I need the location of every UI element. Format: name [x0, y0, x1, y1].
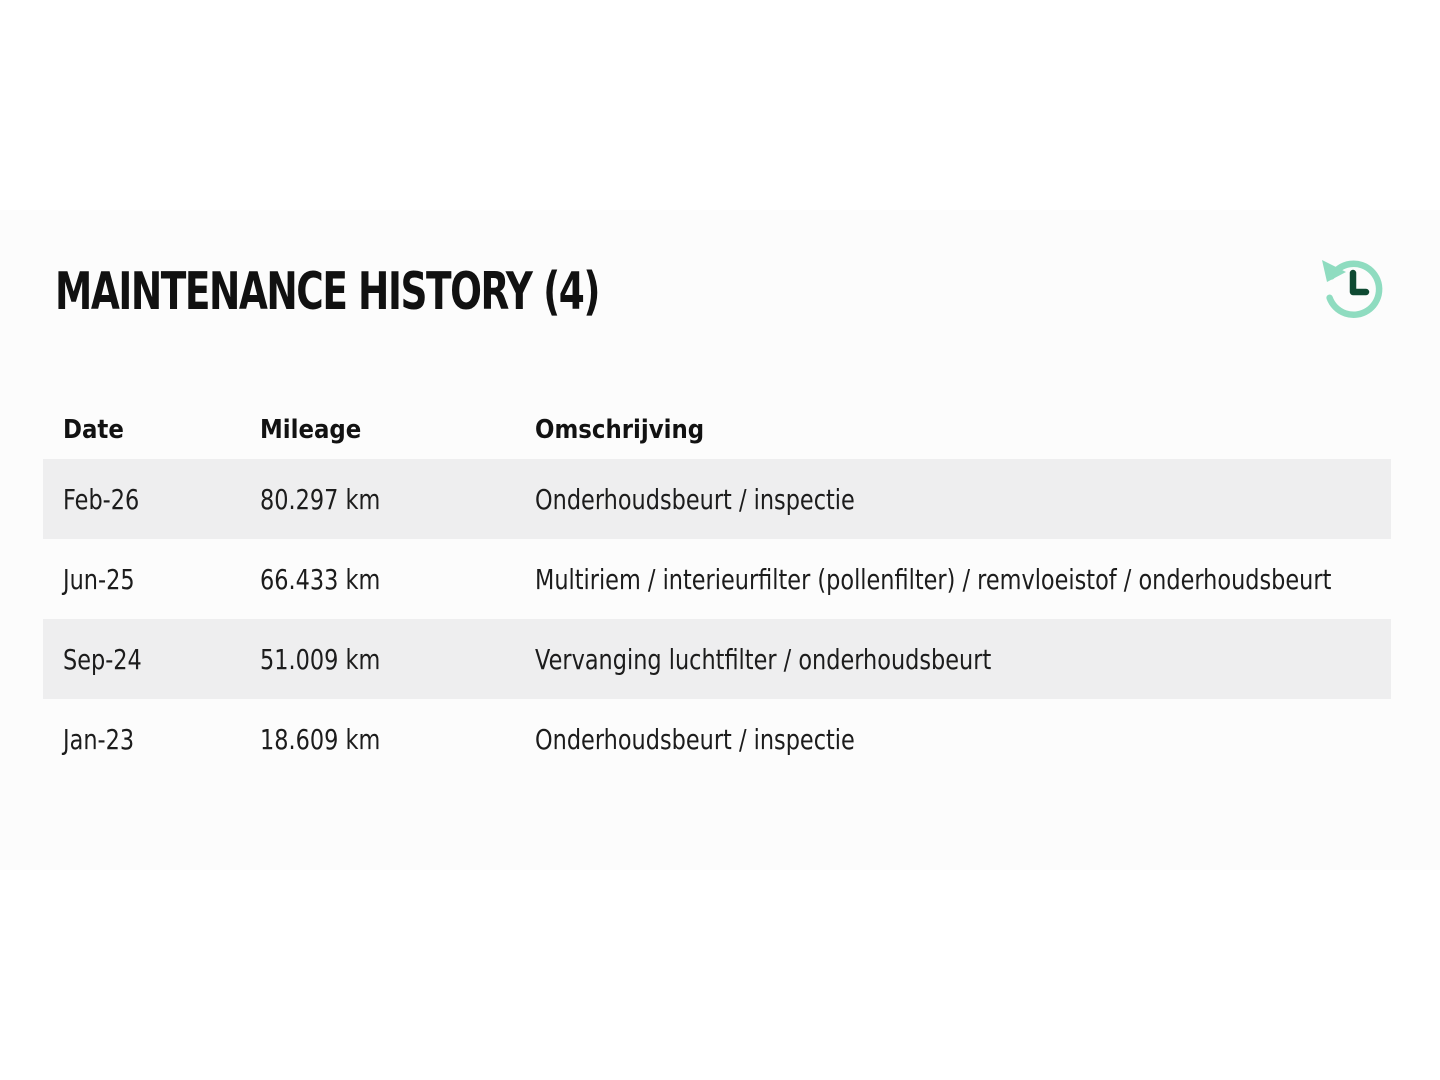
page-title: MAINTENANCE HISTORY (4) — [55, 262, 600, 322]
table-row — [43, 459, 1391, 539]
table-row — [43, 539, 1391, 619]
row-mileage: 66.433 km — [260, 562, 381, 596]
column-header-date: Date — [63, 414, 124, 445]
table-row — [43, 699, 1391, 779]
row-description: Vervanging luchtfilter / onderhoudsbeurt — [535, 642, 992, 676]
history-icon[interactable] — [1318, 252, 1390, 324]
column-header-mileage: Mileage — [260, 414, 362, 445]
column-header-description: Omschrijving — [535, 414, 705, 445]
table-header-row — [43, 400, 1391, 459]
row-date: Jun-25 — [63, 562, 135, 596]
row-description: Onderhoudsbeurt / inspectie — [535, 722, 855, 756]
row-mileage: 51.009 km — [260, 642, 381, 676]
row-mileage: 18.609 km — [260, 722, 381, 756]
row-date: Jan-23 — [63, 722, 135, 756]
row-mileage: 80.297 km — [260, 482, 381, 516]
row-description: Multiriem / interieurfilter (pollenfilter) / remvloeistof / onderhoudsbeurt — [535, 562, 1332, 596]
maintenance-table — [43, 400, 1391, 779]
table-row — [43, 619, 1391, 699]
row-description: Onderhoudsbeurt / inspectie — [535, 482, 855, 516]
row-date: Sep-24 — [63, 642, 142, 676]
row-date: Feb-26 — [63, 482, 140, 516]
